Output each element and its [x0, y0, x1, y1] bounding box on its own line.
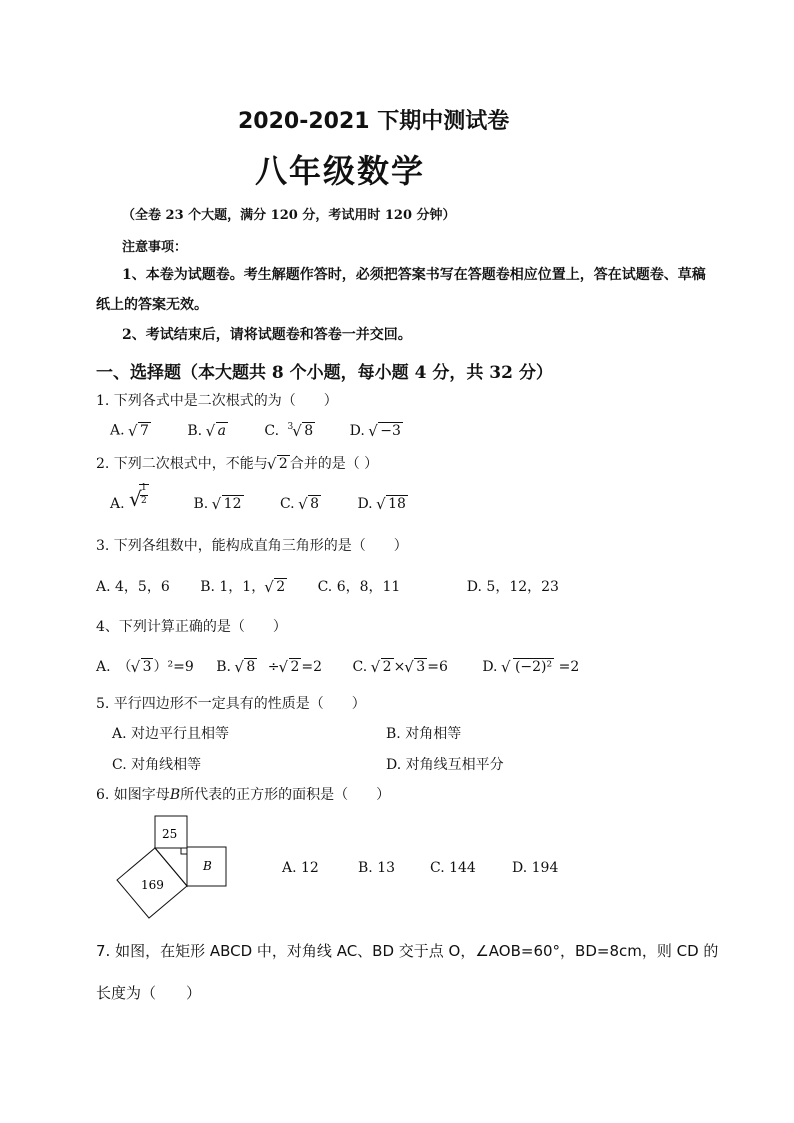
q4-option-b-post: =2	[301, 659, 323, 675]
q6-label-right: B	[203, 859, 212, 873]
q3-option-b-radical	[265, 579, 287, 595]
q4-option-c-post: =6	[427, 659, 448, 675]
notes-item-2: 2、考试结束后，请将试题卷和答卷一并交回。	[122, 327, 412, 343]
q3-option-d: D. 5，12，23	[466, 579, 559, 595]
q2-option-a-radical: √ 1 2	[129, 483, 151, 513]
q6-option-c: C. 144	[430, 860, 476, 876]
q1-option-d-radical	[369, 423, 403, 439]
q5-option-d: D. 对角线互相平分	[386, 757, 504, 773]
q4-option-b-radical-2	[280, 659, 302, 675]
q6-stem-variable: B	[169, 787, 181, 803]
q1-option-c-index: 3	[287, 422, 294, 432]
q5-option-a: A. 对边平行且相等	[112, 726, 230, 742]
q4-option-d-radicand: (−2)²	[514, 659, 553, 675]
q1-option-a-label: A.	[110, 422, 125, 439]
question-2-stem	[96, 453, 378, 473]
question-6-stem	[96, 784, 390, 804]
q4-option-b-radical-1	[235, 659, 257, 675]
q2-option-d-label: D.	[357, 496, 373, 512]
q2-stem-radical	[268, 456, 290, 472]
subject-title: 八年级数学	[255, 152, 426, 190]
q4-option-c-radicand-2: 3	[416, 659, 426, 675]
q4-option-d-post: =2	[558, 659, 580, 675]
q5-option-c: C. 对角线相等	[112, 757, 202, 773]
q1-option-b-radicand: a	[217, 422, 226, 439]
q6-option-b: B. 13	[358, 860, 396, 876]
question-1-stem: 1. 下列各式中是二次根式的为（ ）	[96, 393, 338, 409]
q6-label-top: 25	[162, 827, 178, 841]
q4-option-b-radicand-1: 8	[246, 659, 256, 675]
q6-option-d: D. 194	[512, 860, 559, 876]
q4-option-c-radicand-1: 2	[382, 659, 392, 675]
question-4-options	[96, 656, 579, 676]
question-5-stem: 5. 平行四边形不一定具有的性质是（ ）	[96, 696, 366, 712]
q4-option-c-radical-2	[405, 659, 427, 675]
question-7-line-1: 7. 如图，在矩形 ABCD 中，对角线 AC、BD 交于点 O，∠AOB=60°，BD=8cm，则 CD 的	[96, 942, 719, 960]
q4-option-a-pre: A. （	[96, 659, 132, 675]
section-heading-choice: 一、选择题（本大题共 8 个小题，每小题 4 分，共 32 分）	[96, 363, 553, 383]
q2-stem-radicand: 2	[278, 456, 288, 472]
q2-option-d-radicand: 18	[388, 496, 406, 512]
q2-option-c-label: C.	[279, 496, 295, 512]
q3-option-c: C. 6，8，11	[317, 579, 401, 595]
q6-right-angle-mark	[181, 848, 187, 854]
q4-option-b-operator: ÷	[267, 659, 280, 675]
q2-option-c-radicand: 8	[310, 496, 319, 512]
q1-option-b-radical	[207, 423, 228, 439]
q2-option-d-radical	[377, 496, 408, 512]
question-7-line-2: 长度为（ ）	[96, 984, 202, 1002]
q6-squares-figure	[112, 812, 237, 922]
q4-option-a-post: ）²=9	[153, 659, 194, 675]
q4-option-a-radical	[132, 659, 154, 675]
q6-option-a: A. 12	[282, 860, 319, 876]
q6-stem-post: 所代表的正方形的面积是（ ）	[180, 787, 391, 803]
q6-stem-pre: 6. 如图字母	[96, 787, 170, 803]
q4-option-d-radical	[502, 659, 554, 675]
notes-item-1-line-1: 1、本卷为试题卷。考生解题作答时，必须把答案书写在答题卷相应位置上，答在试题卷、草稿	[122, 267, 706, 283]
q1-option-d-label: D.	[349, 422, 365, 439]
q2-option-a-label: A.	[110, 496, 125, 512]
q4-option-c-radical-1	[372, 659, 394, 675]
q1-option-a-radical	[129, 423, 151, 439]
q4-option-b-pre: B.	[216, 659, 231, 675]
q3-option-b-radicand: 2	[276, 579, 286, 595]
q3-option-b-pre: B. 1，1，	[200, 579, 266, 595]
q1-option-b-label: B.	[187, 422, 203, 439]
question-4-stem: 4、下列计算正确的是（ ）	[96, 619, 287, 635]
q2-option-b-label: B.	[193, 496, 209, 512]
q4-option-d-pre: D.	[482, 659, 498, 675]
q1-option-a-radicand: 7	[140, 422, 149, 439]
q4-option-b-radicand-2: 2	[290, 659, 300, 675]
q1-option-d-radicand: −3	[380, 422, 401, 439]
exam-info: （全卷 23 个大题，满分 120 分，考试用时 120 分钟）	[122, 208, 456, 223]
notes-heading: 注意事项：	[122, 240, 188, 255]
q2-option-a-numerator: 1	[141, 483, 147, 493]
q1-option-c-radicand: 8	[304, 422, 314, 439]
q1-option-c-radical	[293, 423, 315, 439]
notes-item-1-line-2: 纸上的答案无效。	[96, 297, 208, 313]
q2-option-b-radical	[213, 496, 244, 512]
q2-option-c-radical	[299, 496, 321, 512]
exam-title: 2020-2021 下期中测试卷	[238, 109, 510, 134]
q4-option-a-radicand: 3	[142, 659, 152, 675]
q5-option-b: B. 对角相等	[386, 726, 462, 742]
q6-label-left: 169	[141, 878, 164, 892]
q2-stem-pre: 2. 下列二次根式中，不能与	[96, 456, 268, 472]
question-3-options	[96, 576, 559, 596]
q2-option-b-radicand: 12	[223, 496, 242, 512]
q2-stem-post: 合并的是（ ）	[289, 456, 379, 472]
q3-option-a: A. 4，5，6	[96, 579, 170, 595]
q4-option-c-operator: ×	[393, 659, 406, 675]
question-1-options	[110, 422, 403, 439]
question-2-options	[110, 483, 408, 515]
q1-option-c-label: C.	[264, 422, 280, 439]
question-3-stem: 3. 下列各组数中，能构成直角三角形的是（ ）	[96, 538, 408, 554]
q2-option-a-denominator: 2	[141, 496, 147, 506]
q4-option-c-pre: C.	[352, 659, 368, 675]
